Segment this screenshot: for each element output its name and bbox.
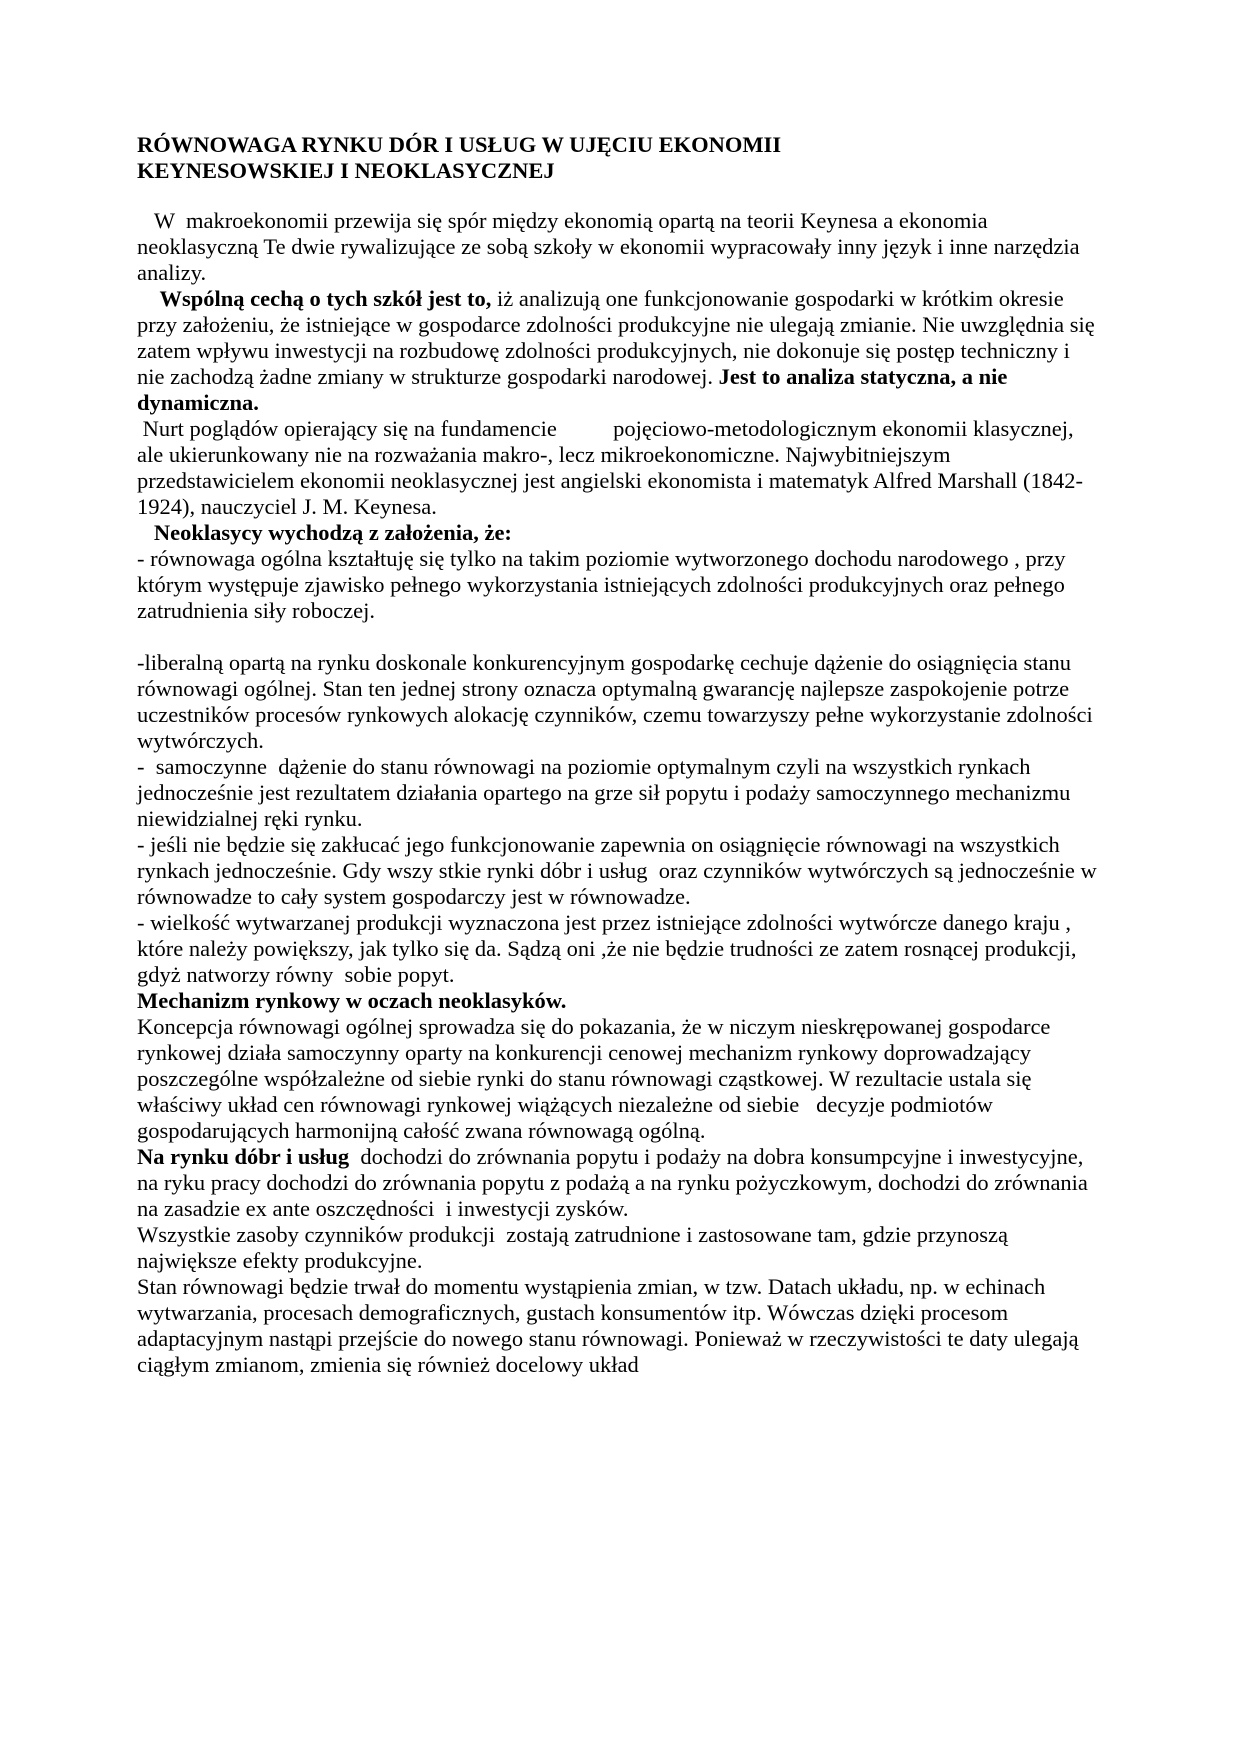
paragraph-koncepcja	[137, 1014, 1103, 1144]
paragraph-bullet-samoczynne	[137, 754, 1103, 832]
text-run: Koncepcja równowagi ogólnej sprowadza się do pokazania, że w niczym nieskrępowanej gospodarce rynkowej działa samoczynny oparty na konkurencji cenowej mechanizm rynkowy doprowadzający poszczególne współzależne od siebie rynki do stanu równowagi cząstkowej. W rezultacie ustala się właściwy układ cen równowagi rynkowej wiążących niezależne od siebie decyzje podmiotów gospodarujących harmonijną całość zwana równowagą ogólną.	[137, 1014, 1057, 1143]
text-run: Jest to analiza statyczna, a nie dynamiczna.	[137, 364, 1013, 415]
text-run: - samoczynne dążenie do stanu równowagi na poziomie optymalnym czyli na wszystkich rynkach jednocześnie jest rezultatem działania opartego na grze sił popytu i podaży samoczynnego mechanizmu niewidzialnej ręki rynku.	[137, 754, 1077, 831]
text-run: Wspólną cechą o tych szkół jest to,	[137, 286, 492, 311]
text-run: Neoklasycy wychodzą z założenia, że:	[137, 520, 512, 545]
text-run: Nurt poglądów opierający się na fundamencie pojęciowo-metodologicznym ekonomii klasycznej, ale ukierunkowany nie na rozważania makro-, lecz mikroekonomiczne. Najwybitniejszym przedstawicielem ekonomii neoklasycznej jest angielski ekonomista i matematyk Alfred Marshall (1842-1924), nauczyciel J. M. Keynesa.	[137, 416, 1083, 519]
document-title	[137, 132, 1103, 184]
text-run: Wszystkie zasoby czynników produkcji zostają zatrudnione i zastosowane tam, gdzie przynoszą największe efekty produkcyjne.	[137, 1222, 1014, 1273]
paragraph-bullet-liberalna	[137, 650, 1103, 754]
text-run: Mechanizm rynkowy w oczach neoklasyków.	[137, 988, 567, 1013]
text-run: Na rynku dóbr i usług	[137, 1144, 350, 1169]
text-run: dochodzi do zrównania popytu i podaży na dobra konsumpcyjne i inwestycyjne, na ryku pracy dochodzi do zrównania popytu z podażą a na rynku pożyczkowym, dochodzi do zrównania na zasadzie ex ante oszczędności i inwestycji zysków.	[137, 1144, 1100, 1221]
paragraph-na-rynku	[137, 1144, 1103, 1222]
paragraph-wszystkie-zasoby	[137, 1222, 1103, 1274]
paragraph-intro	[137, 208, 1103, 286]
paragraph-bullet-rownowaga	[137, 546, 1103, 624]
text-run: - wielkość wytwarzanej produkcji wyznaczona jest przez istniejące zdolności wytwórcze danego kraju , które należy powiększy, jak tylko się da. Sądzą oni ,że nie będzie trudności ze zatem rosnącej produkcji, gdyż natworzy równy sobie popyt.	[137, 910, 1083, 987]
text-run: - równowaga ogólna kształtuję się tylko na takim poziomie wytworzonego dochodu narodowego , przy którym występuje zjawisko pełnego wykorzystania istniejących zdolności produkcyjnych oraz pełnego zatrudnienia siły roboczej.	[137, 546, 1072, 623]
text-run: iż analizują one funkcjonowanie gospodarki w krótkim okresie przy założeniu, że istniejące w gospodarce zdolności produkcyjne nie ulegają zmianie. Nie uwzględnia się zatem wpływu inwestycji na rozbudowę zdolności produkcyjnych, nie dokonuje się postęp techniczny i nie zachodzą żadne zmiany w strukturze gospodarki narodowej.	[137, 286, 1101, 389]
paragraph-stan-rownowagi	[137, 1274, 1103, 1378]
text-run: -liberalną opartą na rynku doskonale konkurencyjnym gospodarkę cechuje dążenie do osiągnięcia stanu równowagi ogólnej. Stan ten jednej strony oznacza optymalną gwarancję najlepsze zaspokojenie potrze uczestników procesów rynkowych alokację czynników, czemu towarzyszy pełne wykorzystanie zdolności wytwórczych.	[137, 650, 1099, 753]
title-line-2: KEYNESOWSKIEJ I NEOKLASYCZNEJ	[137, 158, 555, 183]
paragraph-bullet-wielkosc	[137, 910, 1103, 988]
document-body	[137, 208, 1103, 1378]
paragraph-nurt	[137, 416, 1103, 520]
paragraph-bullet-jesli	[137, 832, 1103, 910]
paragraph-neoklasycy-heading	[137, 520, 1103, 546]
title-line-1: RÓWNOWAGA RYNKU DÓR I USŁUG W UJĘCIU EKONOMII	[137, 132, 782, 157]
paragraph-mechanizm-heading	[137, 988, 1103, 1014]
text-run: Stan równowagi będzie trwał do momentu wystąpienia zmian, w tzw. Datach układu, np. w echinach wytwarzania, procesach demograficznych, gustach konsumentów itp. Wówczas dzięki procesom adaptacyjnym nastąpi przejście do nowego stanu równowagi. Ponieważ w rzeczywistości te daty ulegają ciągłym zmianom, zmienia się również docelowy układ	[137, 1274, 1085, 1377]
paragraph-common-feature	[137, 286, 1103, 416]
text-run: W makroekonomii przewija się spór między ekonomią opartą na teorii Keynesa a ekonomia neoklasyczną Te dwie rywalizujące ze sobą szkoły w ekonomii wypracowały inny język i inne narzędzia analizy.	[137, 208, 1086, 285]
text-run: - jeśli nie będzie się zakłucać jego funkcjonowanie zapewnia on osiągnięcie równowagi na wszystkich rynkach jednocześnie. Gdy wszy stkie rynki dóbr i usług oraz czynników wytwórczych są jednocześnie w równowadze to cały system gospodarczy jest w równowadze.	[137, 832, 1103, 909]
